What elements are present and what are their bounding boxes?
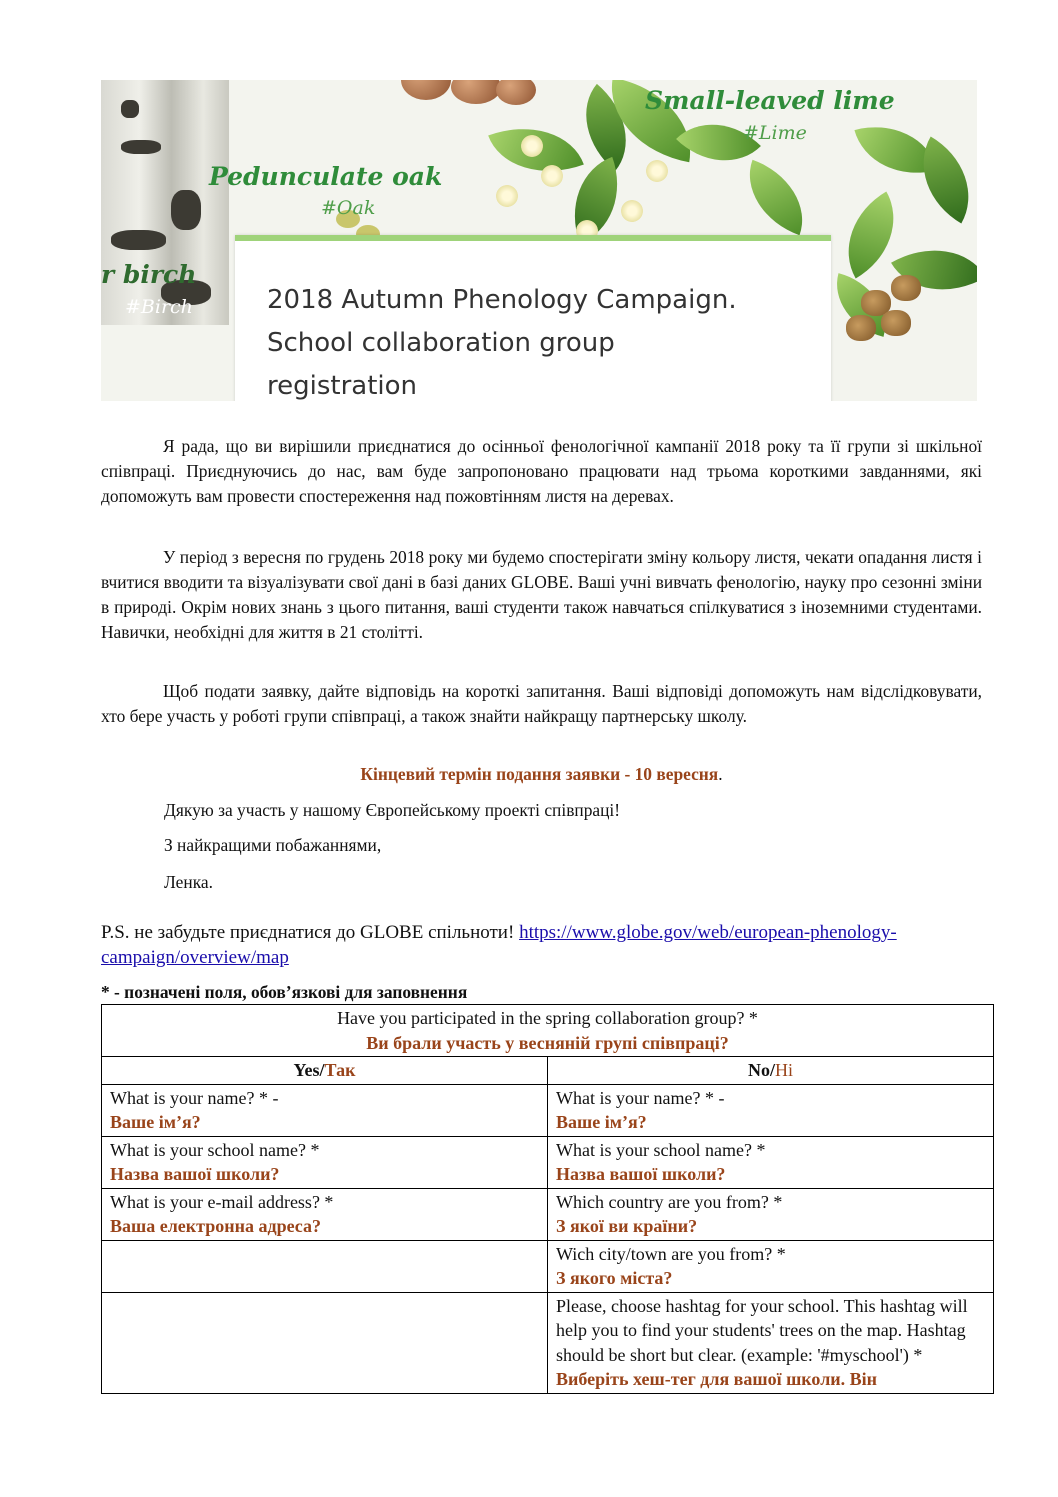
birch-label: r birch [101,260,197,289]
table-row [102,1188,994,1240]
oak-hashtag: #Oak [321,197,376,219]
table-row [102,1136,994,1188]
question-row [102,1005,994,1057]
required-fields-note: * - позначені поля, обов’язкові для заповнення [101,982,468,1002]
lime-hashtag: #Lime [743,122,807,144]
form-field-email-yes[interactable]: What is your e-mail address? * Ваша електронна адреса? [102,1188,548,1240]
ps-note: P.S. не забудьте приєднатися до GLOBE спільноти! https://www.globe.gov/web/european-phenology-campaign/overview/map [101,922,897,968]
form-field-name-no[interactable]: What is your name? * - Ваше ім’я? [548,1084,994,1136]
thanks-line: Дякую за участь у нашому Європейському проекті співпраці! [164,800,621,820]
oak-label: Pedunculate oak [209,162,443,191]
intro-paragraph: Я рада, що ви вирішили приєднатися до осінньої фенологічної кампанії 2018 року та її групи зі шкільної співпраці. Приєднуючись до нас, вам буде запропоновано працювати над трьома короткими завданнями, які допоможуть вам провести спостереження над пожовтінням листя на деревах. [101,436,982,506]
form-field-country-no[interactable]: Which country are you from? * З якої ви країни? [548,1188,994,1240]
question-uk: Ви брали участь у весняній групі співпраці? [366,1032,729,1053]
table-row [102,1084,994,1136]
no-column-header[interactable]: No/Ні [548,1057,994,1085]
banner-title: 2018 Autumn Phenology Campaign. School collaboration group registration [267,285,737,401]
yes-column-header[interactable]: Yes/Так [102,1057,548,1085]
form-field-hashtag-no[interactable]: Please, choose hashtag for your school. This hashtag will help you to find your students' trees on the map. Hashtag should be short but clear. (example: '#myschool') * Виберіть хеш-тег для вашої школи. Він [548,1292,994,1393]
banner-title-card [235,235,831,401]
birch-hashtag: #Birch [125,296,193,318]
campaign-banner [101,80,977,401]
table-row [102,1292,994,1393]
regards-line: З найкращими побажаннями, [164,835,382,855]
question-en: Have you participated in the spring collaboration group? * [337,1008,758,1028]
deadline-note: Кінцевий термін подання заявки - 10 вересня. [360,764,723,784]
signature: Ленка. [164,872,213,892]
participation-question-cell [102,1005,994,1057]
empty-cell [102,1240,548,1292]
table-row [102,1240,994,1292]
form-field-school-no[interactable]: What is your school name? * Назва вашої школи? [548,1136,994,1188]
empty-cell [102,1292,548,1393]
lime-label: Small-leaved lime [645,86,895,115]
form-field-school-yes[interactable]: What is your school name? * Назва вашої школи? [102,1136,548,1188]
form-field-name-yes[interactable]: What is your name? * - Ваше ім’я? [102,1084,548,1136]
form-field-city-no[interactable]: Wich city/town are you from? * З якого міста? [548,1240,994,1292]
globe-community-link[interactable]: https://www.globe.gov/web/european-phenology-campaign/overview/map [101,922,897,968]
period-paragraph: У період з вересня по грудень 2018 року ми будемо спостерігати зміну кольору листя, чекати опадання листя і вчитися вводити та візуалізувати свої дані в базі даних GLOBE. Ваші учні вивчать фенологію, науку про сезонні зміни в природі. Окрім нових знань з цього питання, ваші студенти також навчаться спілкуватися з іноземними студентами. Навички, необхідні для життя в 21 столітті. [101,547,982,642]
registration-form-table [101,1004,994,1394]
answer-header-row [102,1057,994,1085]
apply-paragraph: Щоб подати заявку, дайте відповідь на короткі запитання. Ваші відповіді допоможуть нам відслідковувати, хто бере участь у роботі групи співпраці, а також знайти найкращу партнерську школу. [101,681,982,726]
